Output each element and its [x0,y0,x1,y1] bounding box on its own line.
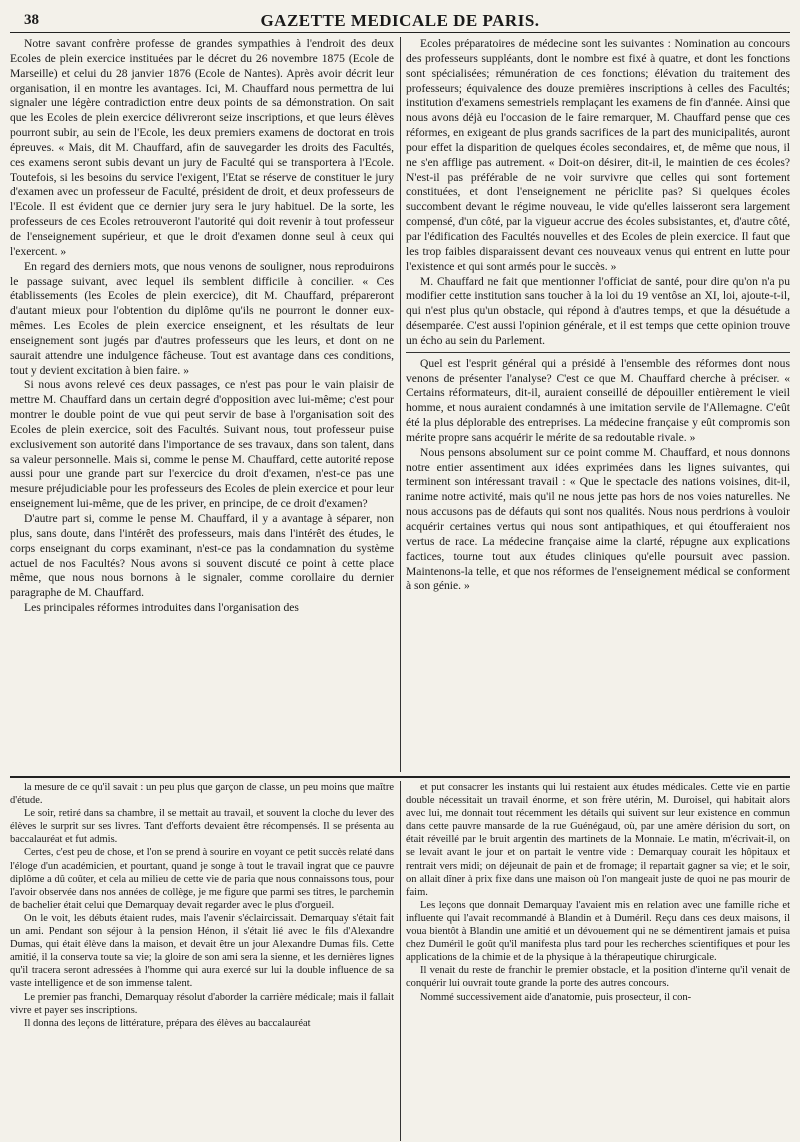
column-divider [400,781,401,1141]
paragraph: Il venait du reste de franchir le premier obstacle, et la position d'interne qu'il venait de conquérir lui ouvrait toute grande la porte des autres concours. [406,965,790,990]
paragraph: la mesure de ce qu'il savait : un peu plus que garçon de classe, un peu moins que maître d'étude. [10,782,394,807]
column-divider [400,37,401,772]
upper-left-column [10,37,394,772]
lower-section [10,781,790,1141]
lower-right-column [406,781,790,1141]
paragraph: Ecoles préparatoires de médecine sont les suivantes : Nomination au concours des professeurs suppléants, dont le nombre est fixé à quatre, et dont les fonctions sont spécialisées; rémunération de ces fonctions; élévation du traitement des professeurs; équivalence des douze premières inscriptions à celles des Facultés; institution d'examens semestriels remplaçant les examens de fin d'année. Ainsi que nous avons déjà eu l'occasion de le faire remarquer, M. Chauffard pense que ces réformes, en exigeant de plus grands sacrifices de la part des municipalités, auront pour effet la disparition de quelques écoles secondaires, et, de même que nous, il ne s'en afflige pas autrement. « Doit-on désirer, dit-il, le maintien de ces écoles? N'est-il pas préférable de ne voir survivre que celles qui sont fortement constituées, et dont l'enseignement ne périclite pas? Si quelques écoles succombent devant le régime nouveau, le vide qu'elles laisseront sera largement compensé, d'un côté, par la vigueur accrue des écoles subsistantes, et, d'autre côté, par l'édification des Facultés nouvelles et des Ecoles de plein exercice. Il faut que les trop faibles disparaissent devant ces nouveaux venus qui entrent en lutte pour l'existence et qui sont armés pour le succès. » [406,37,790,273]
horizontal-divider [10,776,790,778]
paragraph: Certes, c'est peu de chose, et l'on se prend à sourire en voyant ce petit succès relaté dans l'éloge d'un académicien, et pourtant, quand je songe à tout le travail ingrat que ce pauvre diplôme a dû coûter, et cela au milieu de cette vie de paria que nous connaissons tous, pour l'avoir observée dans nos années de collège, je me figure que parmi ses titres, le parchemin de bachelier était celui que Demarquay devait regarder avec le plus d'orgueil. [10,847,394,911]
paragraph: et put consacrer les instants qui lui restaient aux études médicales. Cette vie en partie double nécessitait un travail énorme, et son frère utérin, M. Duroisel, qui habitait alors avec lui, me donnait tout récemment les détails qui suivent sur leur existence en commun dans cette pauvre mansarde de la rue Guénégaud, où, par une amère dérision du sort, on était réveillé par le bruit argentin des martinets de la Monnaie. Le matin, m'écrivait-il, on se levait avant le jour et on partait le ventre vide : Demarquay courait les hôpitaux et rentrait vers midi; on déjeunait de pain et de fromage; il repartait gagner sa vie; et le soir, on allait dîner à prix fixe dans une maison où l'on mangeait juste de quoi ne pas mourir de faim. [406,782,790,898]
paragraph: Nous pensons absolument sur ce point comme M. Chauffard, et nous donnons notre entier assentiment aux idées exprimées dans les lignes suivantes, qui terminent son intéressant travail : « Que le spectacle des nations voisines, dit-il, ranime notre activité, mais qu'il ne nous jette pas hors de nos voies naturelles. Ne nous accusons pas de défauts qui sont nos qualités. Nous nous perdrions à vouloir acquérir certaines vertus qui nous sont antipathiques, et qui étoufferaient nos vertus de race. La médecine française aime la clarté, répugne aux explications factices, tourne tout aux études cliniques qu'elle poursuit avec passion. Maintenons-la telle, et que nos réformes de l'enseignement médical se conforment à son génie. » [406,445,790,593]
paragraph: M. Chauffard ne fait que mentionner l'officiat de santé, pour dire qu'on n'a pu modifier cette institution sans toucher à la loi du 19 ventôse an XI, loi, ajoute-t-il, qui n'est plus qu'un obstacle, qui répond à d'autres temps, et que la désuétude a désemparée. C'est aussi l'opinion générale, et il est temps que cette opinion trouve un écho au sein du Parlement. [406,274,790,347]
upper-section [10,37,790,772]
page-number: 38 [24,12,39,28]
paragraph: Il donna des leçons de littérature, prépara des élèves au baccalauréat [24,1017,311,1029]
journal-title: GAZETTE MEDICALE DE PARIS. [260,11,540,30]
paragraph: Quel est l'esprit général qui a présidé à l'ensemble des réformes dont nous venons de présenter l'analyse? C'est ce que M. Chauffard cherche à préciser. « Certains réformateurs, dit-il, auraient conseillé de dépouiller entièrement le vieil homme, et nous auraient condamnés à une imitation servile de l'Allemagne. C'eût été la plus déplorable des entreprises. La médecine française y eût compromis son mérite propre sans acquérir le mérite de sa redoutable rivale. » [406,356,790,444]
paragraph: Si nous avons relevé ces deux passages, ce n'est pas pour le vain plaisir de mettre M. Chauffard dans un certain degré d'opposition avec lui-même; c'est pour montrer le double point de vue qui peut servir de base à l'organisation soit des Ecoles de plein exercice, soit des Facultés. Suivant nous, tout professeur puise exclusivement son autorité dans l'importance de ses travaux, dans son talent, dans sa valeur personnelle. Mais si, comme le pense M. Chauffard, cette autorité repose aussi pour une grande part sur l'exercice du droit d'examen, n'est-ce pas une mesure préjudiciable pour les professeurs des Ecoles de plein exercice et pour leur enseignement lui-même, que de les priver, en principe, de ce droit d'examen? [10,378,394,511]
paragraph: En regard des derniers mots, que nous venons de souligner, nous reproduirons le passage suivant, avec lequel ils semblent difficile à concilier. « Ces établissements (les Ecoles de plein exercice), dit M. Chauffard, prépareront d'autant mieux pour l'obtention du diplôme qu'ils ne pourront le donner eux-mêmes. Les Ecoles de plein exercice enseignent, et les résultats de leur enseignement sont jugés par d'autres professeurs que les leurs, et dont on ne saurait attendre une indulgence fâcheuse. Tout est avantage dans ces conditions, tout y devient excitation à bien faire. » [10,259,394,377]
paragraph: On le voit, les débuts étaient rudes, mais l'avenir s'éclaircissait. Demarquay s'était fait un ami. Pendant son séjour à la pension Hénon, il s'était lié avec le fils d'Alexandre Dumas, qui était élève dans la maison, et devait être un jour Alexandre Dumas fils. Cette amitié, il la conserva toute sa vie; la gloire de son ami sera la sienne, et les dernières lignes qu'il tracera seront adressées à l'homme qui aura exercé sur lui la double influence de sa vaste intelligence et de son immense talent. [10,912,394,990]
paragraph: Nommé successivement aide d'anatomie, puis prosecteur, il con- [420,991,692,1003]
paragraph: Les leçons que donnait Demarquay l'avaient mis en relation avec une famille riche et influente qui l'avait recommandé à Blandin et à Duméril. Reçu dans ces deux maisons, il voua bientôt à Blandin une amitié et un dévouement qui ne se démentirent jamais et puisa chez Duméril le goût qu'il manifesta plus tard pour les recherches scientifiques et pour les applications de la chimie et de la physique à la thérapeutique chirurgicale. [406,899,790,964]
paragraph: Le premier pas franchi, Demarquay résolut d'aborder la carrière médicale; mais il fallait vivre et payer ses inscriptions. [10,991,394,1016]
lower-left-column [10,781,394,1141]
section-rule [406,352,790,353]
paragraph: Les principales réformes introduites dans l'organisation des [24,601,299,615]
paragraph: Notre savant confrère professe de grandes sympathies à l'endroit des deux Ecoles de plein exercice instituées par le décret du 26 novembre 1875 (Ecole de Marseille) et celui du 28 janvier 1876 (Ecole de Nantes). Après avoir décrit leur organisation, il en montre les avantages. Ici, M. Chauffard nous permettra de lui signaler une légère contradiction entre deux points de sa démonstration. On sait que les Ecoles de plein exercice délivreront seize inscriptions, et que leurs élèves pourront subir, au sein de l'Ecole, les deux premiers examens de doctorat en trois épreuves. « Mais, dit M. Chauffard, afin de sauvegarder les droits des Facultés, ces examens seront subis devant un jury de Faculté qui se transportera à l'Ecole. Toutefois, si les besoins du service l'exigent, l'Etat se réserve de constituer le jury d'examen avec un professeur de Faculté, président de droit, et deux professeurs de l'Ecole. Il est évident que ce dernier jury sera le jury habituel. De la sorte, les professeurs de ces Ecoles retrouveront l'autorité qui doit revenir à tout professeur de l'enseignement supérieur, et que le droit d'examen donne seul à ceux qui l'exercent. » [10,37,394,258]
paragraph: D'autre part si, comme le pense M. Chauffard, il y a avantage à séparer, non plus, sans doute, dans l'intérêt des professeurs, mais dans l'intérêt des études, le corps enseignant du corps examinant, n'est-ce pas la condamnation du système actuel de nos Facultés? Nous avons si souvent discuté ce point à cette place même, que nous nous bornons à le signaler, comme corollaire du dernier paragraphe de M. Chauffard. [10,512,394,600]
paragraph: Le soir, retiré dans sa chambre, il se mettait au travail, et souvent la cloche du lever des élèves le surprit sur ses livres. Tant d'efforts devaient être récompensés. Il se présenta au baccalauréat et fut admis. [10,808,394,846]
page-header [10,10,790,33]
upper-right-column [406,37,790,772]
